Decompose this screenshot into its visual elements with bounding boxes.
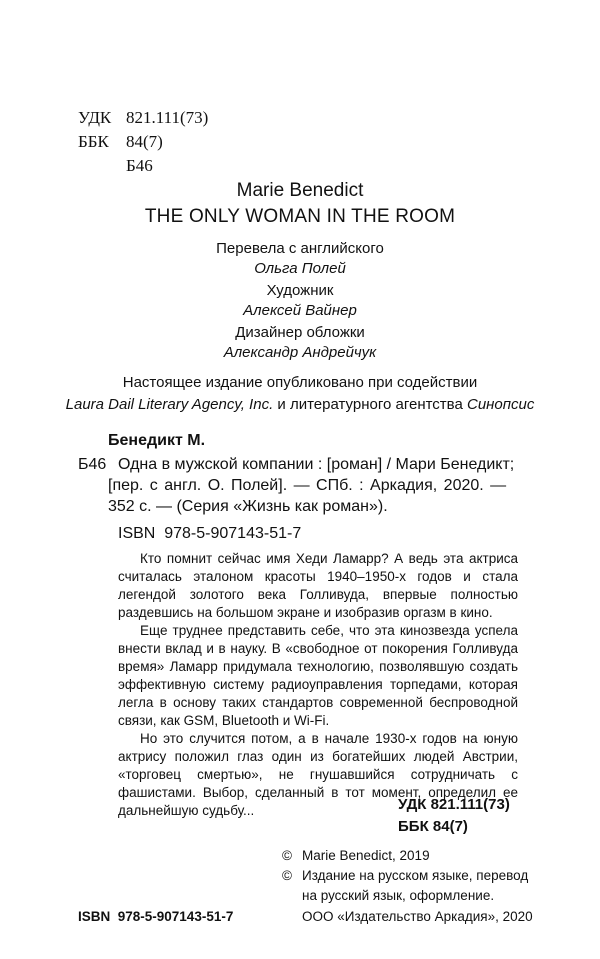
bottom-bbk: ББК 84(7) — [398, 818, 468, 835]
publication-note-line2 — [0, 396, 600, 413]
author-mark: Б46 — [126, 156, 153, 175]
biblio-line1: Одна в мужской компании : [роман] / Мари Бенедикт; — [118, 456, 515, 473]
bbk-value: 84(7) — [126, 132, 163, 151]
annotation — [118, 550, 518, 820]
udk-value: 821.111(73) — [126, 108, 209, 127]
original-title: THE ONLY WOMAN IN THE ROOM — [144, 206, 456, 227]
copyright-line4: ООО «Издательство Аркадия», 2020 — [302, 909, 533, 924]
annotation-paragraph: Но это случится потом, а в начале 1930-х годов на юную актрису положил глаз один из богатейших людей Австрии, «торговец смертью», не гнушавшийся сотрудничать с фашистами. Выбор, сделанный в тот момент, определил ее дальнейшую судьбу... — [118, 731, 518, 818]
biblio-heading: Бенедикт М. — [108, 432, 206, 449]
agency2-name: Синопсис — [466, 396, 535, 413]
copyright-icon: © — [282, 868, 292, 883]
isbn-bottom: ISBN 978-5-907143-51-7 — [78, 909, 234, 924]
bbk-label: ББК — [78, 132, 109, 151]
annotation-paragraph: Кто помнит сейчас имя Хеди Ламарр? А ведь эта актриса считалась эталоном красоты 1940–1950-х годов и стала легендой золотого века Голливуда, впервые полностью раздевшись на большом экране и изобразив оргазм в кино. — [118, 551, 518, 620]
bottom-udk: УДК 821.111(73) — [398, 796, 510, 813]
biblio-isbn: ISBN 978-5-907143-51-7 — [118, 525, 302, 542]
copyright-author: Marie Benedict, 2019 — [302, 848, 430, 863]
credit-designer-role: Дизайнер обложки — [235, 324, 365, 341]
publication-note-middle: и литературного агентства — [277, 396, 463, 413]
biblio-mark: Б46 — [78, 456, 107, 473]
credit-artist-name: Алексей Вайнер — [243, 302, 357, 319]
copyright-line1 — [282, 848, 430, 863]
bbk-code — [78, 132, 163, 152]
credit-designer-name: Александр Андрейчук — [223, 344, 377, 361]
copyright-edition: Издание на русском языке, перевод — [302, 868, 529, 883]
udk-code — [78, 108, 208, 128]
annotation-paragraph: Еще труднее представить себе, что эта кинозвезда успела внести вклад и в науку. В «свободное от покорения Голливуда время» Ламарр придумала технологию, позволявшую создать эффективную систему радиоуправления торпедами, которая легла в основу таких стандартов современной беспроводной связи, как GSM, Bluetooth и Wi-Fi. — [118, 623, 518, 728]
agency-name: Laura Dail Literary Agency, Inc. — [65, 396, 274, 413]
biblio-line3: 352 с. — (Серия «Жизнь как роман»). — [108, 498, 388, 515]
credit-artist-role: Художник — [266, 282, 334, 299]
original-author: Marie Benedict — [236, 180, 364, 201]
biblio-line2: [пер. с англ. О. Полей]. — СПб. : Аркадия, 2020. — — [108, 477, 507, 494]
publication-note-line1: Настоящее издание опубликовано при содействии — [122, 374, 478, 391]
copyright-line3: на русский язык, оформление. — [302, 888, 495, 903]
copyright-icon: © — [282, 848, 292, 863]
credit-translator-role: Перевела с английского — [216, 240, 384, 257]
credit-translator-name: Ольга Полей — [254, 260, 346, 277]
copyright-line2 — [282, 868, 528, 883]
udk-label: УДК — [78, 108, 112, 127]
